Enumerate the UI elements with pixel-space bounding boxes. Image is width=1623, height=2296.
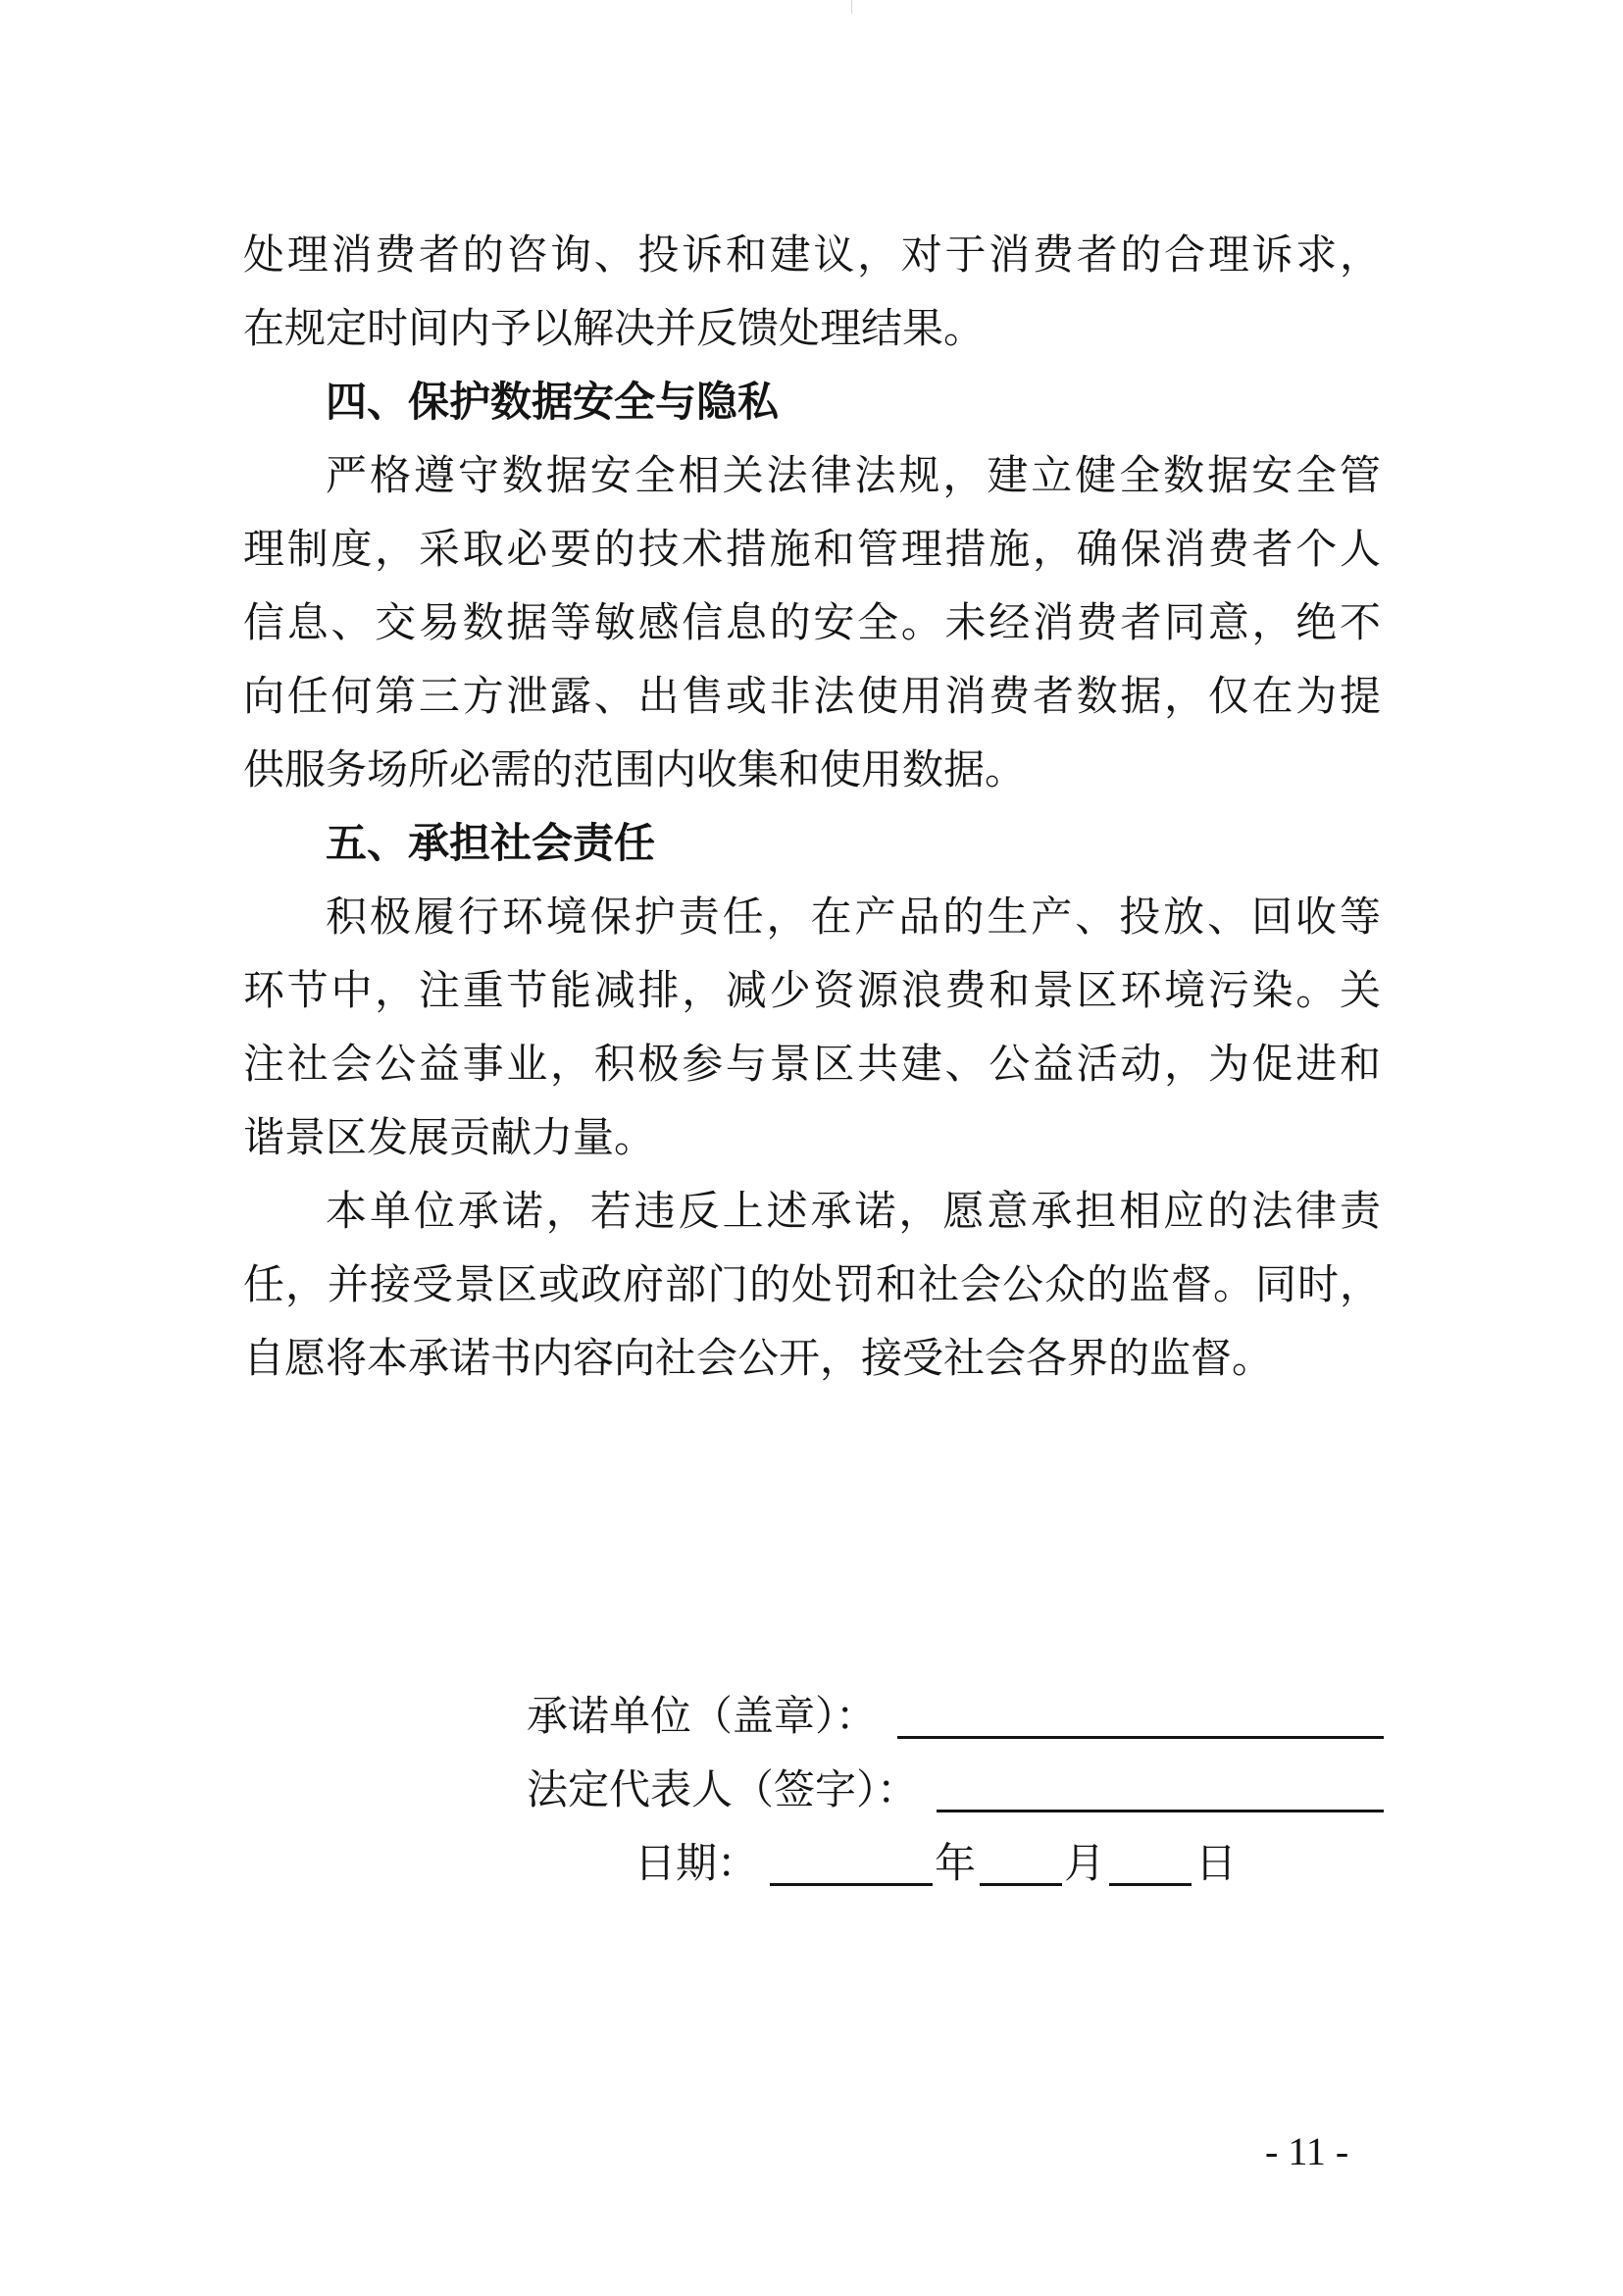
legal-rep-signature-line: [937, 1810, 1384, 1812]
legal-rep-label: 法定代表人（签字）：: [527, 1765, 919, 1813]
paragraph-line: 处理消费者的咨询、投诉和建议，对于消费者的合理诉求，: [243, 230, 1381, 279]
paragraph-line: 供服务场所必需的范围内收集和使用数据。: [243, 745, 1027, 793]
scan-edge-mark: [851, 0, 852, 14]
signature-block: [527, 1679, 1390, 1900]
year-label: 年: [935, 1839, 977, 1887]
paragraph-line: 注社会公益事业，积极参与景区共建、公益活动，为促进和: [243, 1040, 1381, 1088]
paragraph-line: 严格遵守数据安全相关法律法规，建立健全数据安全管: [326, 451, 1381, 499]
paragraph-line: 向任何第三方泄露、出售或非法使用消费者数据，仅在为提: [243, 672, 1381, 720]
year-blank: [770, 1883, 933, 1886]
paragraph-line: 环节中，注重节能减排，减少资源浪费和景区环境污染。关: [243, 966, 1381, 1014]
document-body: [243, 218, 1381, 1395]
day-label: 日: [1195, 1839, 1238, 1887]
paragraph-line: 理制度，采取必要的技术措施和管理措施，确保消费者个人: [243, 525, 1381, 573]
date-row: [527, 1826, 1390, 1900]
month-label: 月: [1064, 1839, 1106, 1887]
legal-rep-row: [527, 1753, 1390, 1826]
section-heading-social-responsibility: 五、承担社会责任: [326, 819, 656, 867]
paragraph-line: 谐景区发展贡献力量。: [243, 1113, 656, 1161]
pledge-line: 自愿将本承诺书内容向社会公开，接受社会各界的监督。: [243, 1334, 1274, 1382]
section-heading-data-security: 四、保护数据安全与隐私: [326, 378, 780, 426]
unit-seal-line: [897, 1736, 1384, 1739]
pledge-line: 本单位承诺，若违反上述承诺，愿意承担相应的法律责: [326, 1187, 1381, 1235]
date-label: 日期：: [634, 1839, 759, 1887]
paragraph-line: 在规定时间内予以解决并反馈处理结果。: [243, 304, 986, 352]
paragraph-line: 信息、交易数据等敏感信息的安全。未经消费者同意，绝不: [243, 598, 1381, 646]
month-blank: [980, 1883, 1062, 1886]
pledge-line: 任，并接受景区或政府部门的处罚和社会公众的监督。同时，: [243, 1260, 1381, 1308]
unit-seal-label: 承诺单位（盖章）：: [527, 1692, 878, 1740]
paragraph-line: 积极履行环境保护责任，在产品的生产、投放、回收等: [326, 893, 1381, 941]
unit-seal-row: [527, 1679, 1390, 1753]
day-blank: [1109, 1883, 1192, 1886]
page-number: - 11 -: [1265, 2129, 1349, 2173]
